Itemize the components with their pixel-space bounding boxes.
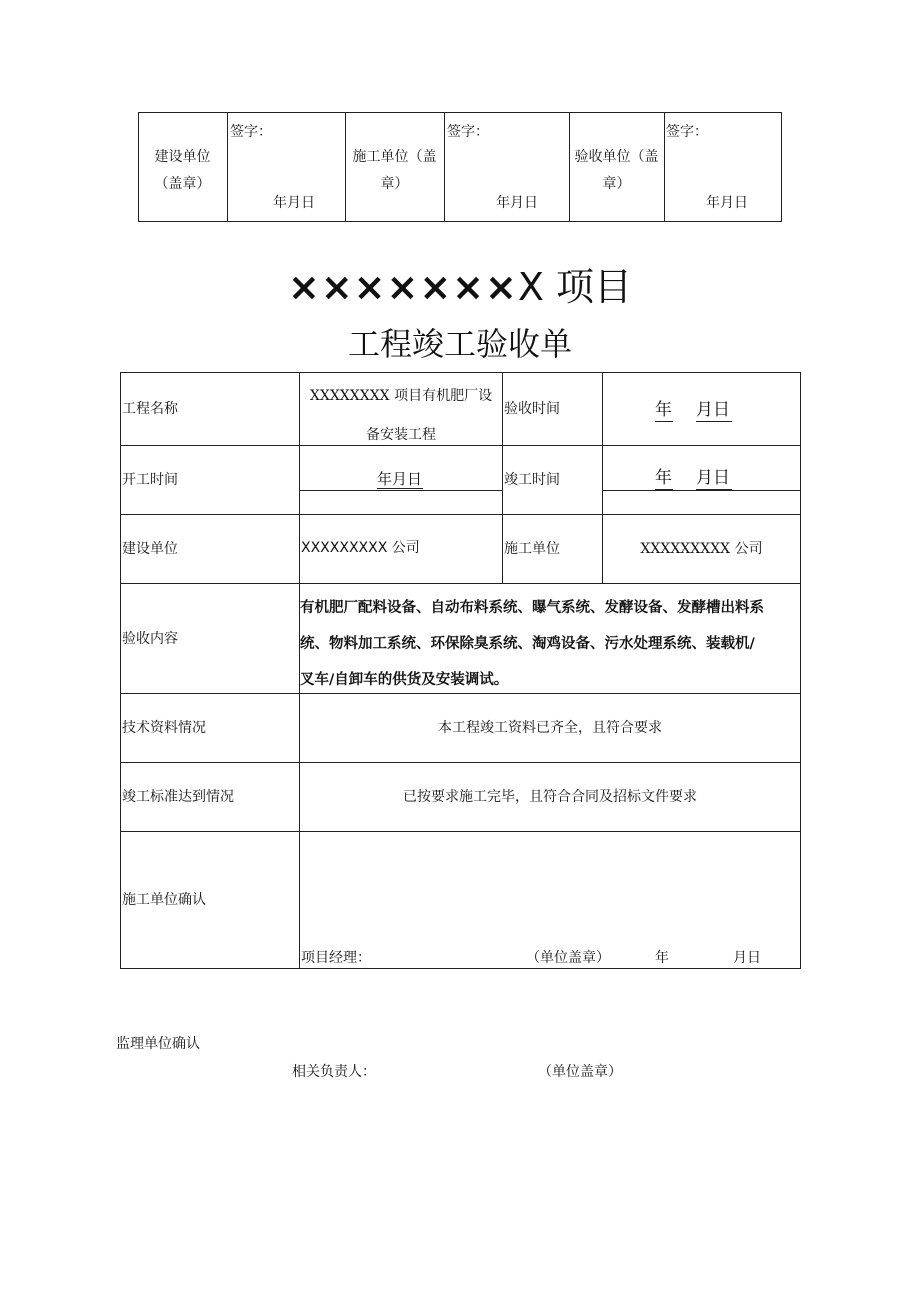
document-title: [0, 262, 920, 312]
content-line-2: 统、物料加工系统、环保除臭系统、淘鸡设备、污水处理系统、装载机/: [300, 636, 755, 652]
content-line-3: 叉车/自卸车的供货及安装调试。: [300, 672, 509, 688]
start-time-label: 开工时间: [122, 472, 178, 488]
contractor-confirm-label: 施工单位确认: [122, 892, 206, 908]
builder-unit-label: 建设单位: [154, 149, 211, 165]
acceptance-time-label: 验收时间: [504, 401, 560, 417]
acceptance-unit-label: 验收单位（盖: [574, 149, 659, 165]
standard-label: 竣工标准达到情况: [122, 789, 234, 805]
supervision-seal-label: （单位盖章）: [538, 1064, 622, 1080]
unit-seal-label: （单位盖章）: [526, 950, 610, 966]
builder-label: 建设单位: [122, 541, 178, 557]
builder-date-label: 年月日: [273, 195, 315, 211]
acceptance-month-day: 月日: [696, 400, 730, 420]
acceptance-date-label: 年月日: [706, 195, 748, 211]
tech-docs-value: 本工程竣工资料已齐全，且符合要求: [438, 720, 662, 736]
project-name-value-line2: 备安装工程: [366, 427, 436, 443]
builder-sign-label: 签字：: [230, 124, 272, 140]
completion-year: 年: [655, 468, 672, 488]
standard-value: 已按要求施工完毕，且符合合同及招标文件要求: [403, 789, 697, 805]
start-time-value: 年月日: [377, 470, 423, 488]
project-name-value: XXXXXXXX 项目有机肥厂设: [309, 388, 493, 404]
completion-time-label: 竣工时间: [504, 472, 560, 488]
document-subtitle: 工程竣工验收单: [347, 325, 572, 363]
confirm-year-label: 年: [655, 950, 669, 966]
contractor-unit-label: 施工单位（盖: [352, 149, 437, 165]
tech-docs-label: 技术资料情况: [122, 720, 206, 736]
contractor-unit-label-line2: 章）: [380, 176, 409, 192]
builder-value: XXXXXXXXX 公司: [301, 540, 420, 556]
project-manager-label: 项目经理：: [301, 950, 371, 966]
builder-unit-label-line2: （盖章）: [154, 176, 211, 192]
acceptance-year: 年: [655, 400, 672, 420]
confirm-month-day-label: 月日: [733, 950, 761, 966]
project-name-label: 工程名称: [122, 401, 178, 417]
title-x-letter: X: [517, 265, 544, 309]
contractor-date-label: 年月日: [496, 195, 538, 211]
contractor-value: XXXXXXXXX 公司: [640, 541, 763, 557]
supervision-label: 监理单位确认: [116, 1036, 200, 1052]
content-label: 验收内容: [122, 631, 178, 647]
completion-month-day: 月日: [696, 468, 730, 488]
content-line-1: 有机肥厂配料设备、自动布料系统、曝气系统、发酵设备、发酵槽出料系: [300, 600, 764, 616]
supervision-responsible-label: 相关负责人：: [292, 1064, 376, 1080]
contractor-sign-label: 签字：: [447, 124, 489, 140]
acceptance-sign-label: 签字：: [666, 124, 708, 140]
acceptance-unit-label-line2: 章）: [602, 176, 631, 192]
title-prefix: ×××××××: [287, 265, 518, 309]
title-suffix: 项目: [543, 265, 633, 309]
contractor-label: 施工单位: [504, 541, 560, 557]
